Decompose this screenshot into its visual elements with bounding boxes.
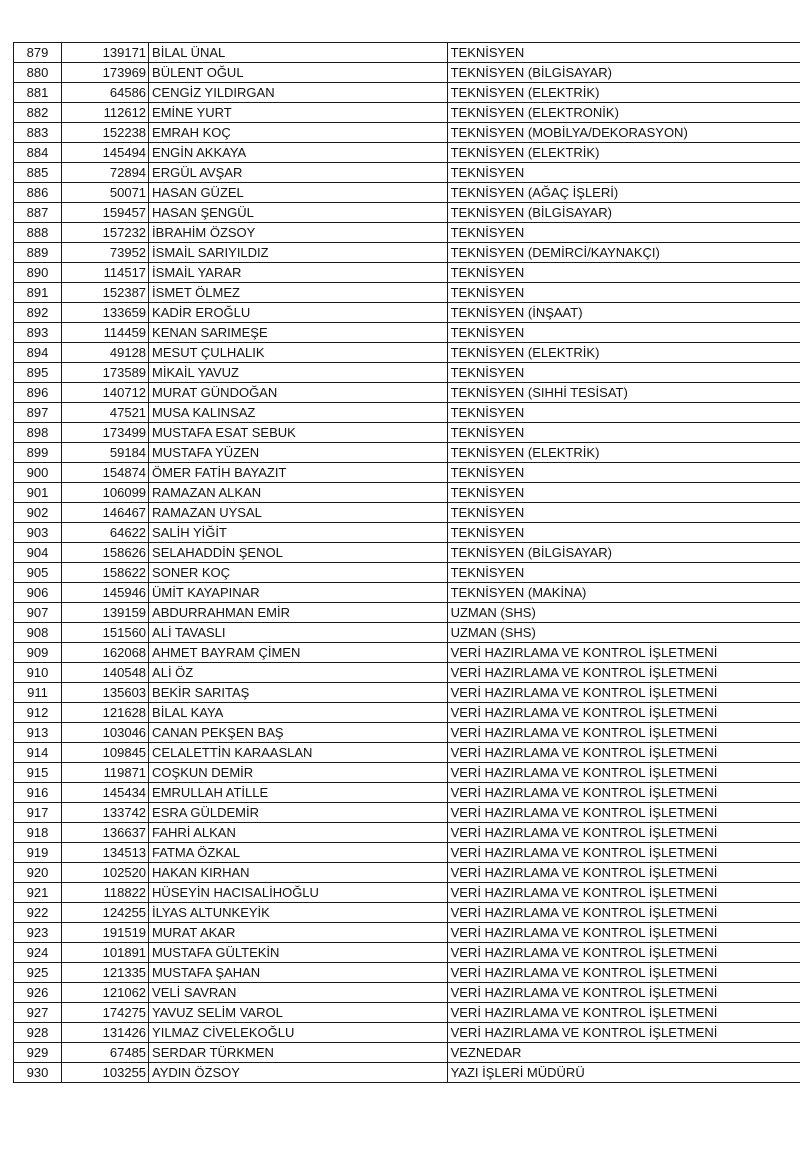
row-number-cell: 930 [14,1063,62,1083]
person-name-cell: MUSTAFA ESAT SEBUK [149,423,448,443]
registry-number-cell: 133659 [62,303,149,323]
row-number-cell: 887 [14,203,62,223]
row-number-cell: 902 [14,503,62,523]
job-title-cell: TEKNİSYEN (BİLGİSAYAR) [447,63,800,83]
table-row [14,43,800,63]
person-name-cell: YILMAZ CİVELEKOĞLU [149,1023,448,1043]
person-name-cell: VELİ SAVRAN [149,983,448,1003]
registry-number-cell: 191519 [62,923,149,943]
registry-number-cell: 73952 [62,243,149,263]
row-number-cell: 893 [14,323,62,343]
job-title-cell: TEKNİSYEN (BİLGİSAYAR) [447,203,800,223]
row-number-cell: 913 [14,723,62,743]
table-row [14,943,800,963]
person-name-cell: ÖMER FATİH BAYAZIT [149,463,448,483]
row-number-cell: 904 [14,543,62,563]
registry-number-cell: 145946 [62,583,149,603]
person-name-cell: ERGÜL AVŞAR [149,163,448,183]
job-title-cell: TEKNİSYEN [447,223,800,243]
job-title-cell: VERİ HAZIRLAMA VE KONTROL İŞLETMENİ [447,923,800,943]
row-number-cell: 899 [14,443,62,463]
table-row [14,683,800,703]
table-row [14,903,800,923]
row-number-cell: 922 [14,903,62,923]
job-title-cell: VERİ HAZIRLAMA VE KONTROL İŞLETMENİ [447,843,800,863]
table-row [14,1063,800,1083]
job-title-cell: VERİ HAZIRLAMA VE KONTROL İŞLETMENİ [447,643,800,663]
table-row [14,123,800,143]
person-name-cell: EMİNE YURT [149,103,448,123]
row-number-cell: 889 [14,243,62,263]
row-number-cell: 928 [14,1023,62,1043]
registry-number-cell: 174275 [62,1003,149,1023]
person-name-cell: RAMAZAN UYSAL [149,503,448,523]
registry-number-cell: 152387 [62,283,149,303]
registry-number-cell: 101891 [62,943,149,963]
job-title-cell: VERİ HAZIRLAMA VE KONTROL İŞLETMENİ [447,1023,800,1043]
table-row [14,283,800,303]
personnel-table [13,42,800,1083]
row-number-cell: 892 [14,303,62,323]
person-name-cell: ESRA GÜLDEMİR [149,803,448,823]
row-number-cell: 894 [14,343,62,363]
table-row [14,1023,800,1043]
job-title-cell: VERİ HAZIRLAMA VE KONTROL İŞLETMENİ [447,1003,800,1023]
table-row [14,403,800,423]
person-name-cell: AHMET BAYRAM ÇİMEN [149,643,448,663]
person-name-cell: AYDIN ÖZSOY [149,1063,448,1083]
registry-number-cell: 72894 [62,163,149,183]
job-title-cell: VERİ HAZIRLAMA VE KONTROL İŞLETMENİ [447,963,800,983]
person-name-cell: KADİR EROĞLU [149,303,448,323]
table-row [14,503,800,523]
table-row [14,463,800,483]
table-row [14,963,800,983]
job-title-cell: TEKNİSYEN (ELEKTRİK) [447,443,800,463]
job-title-cell: VERİ HAZIRLAMA VE KONTROL İŞLETMENİ [447,703,800,723]
person-name-cell: SONER KOÇ [149,563,448,583]
table-row [14,183,800,203]
registry-number-cell: 103046 [62,723,149,743]
row-number-cell: 891 [14,283,62,303]
table-row [14,583,800,603]
registry-number-cell: 124255 [62,903,149,923]
row-number-cell: 927 [14,1003,62,1023]
registry-number-cell: 112612 [62,103,149,123]
row-number-cell: 920 [14,863,62,883]
person-name-cell: SELAHADDİN ŞENOL [149,543,448,563]
job-title-cell: TEKNİSYEN [447,363,800,383]
registry-number-cell: 131426 [62,1023,149,1043]
person-name-cell: CANAN PEKŞEN BAŞ [149,723,448,743]
job-title-cell: VERİ HAZIRLAMA VE KONTROL İŞLETMENİ [447,783,800,803]
person-name-cell: SERDAR TÜRKMEN [149,1043,448,1063]
registry-number-cell: 145494 [62,143,149,163]
job-title-cell: TEKNİSYEN (BİLGİSAYAR) [447,543,800,563]
person-name-cell: MUSA KALINSAZ [149,403,448,423]
row-number-cell: 924 [14,943,62,963]
person-name-cell: BÜLENT OĞUL [149,63,448,83]
row-number-cell: 901 [14,483,62,503]
job-title-cell: UZMAN (SHS) [447,623,800,643]
table-row [14,383,800,403]
job-title-cell: TEKNİSYEN (ELEKTRONİK) [447,103,800,123]
person-name-cell: HÜSEYİN HACISALİHOĞLU [149,883,448,903]
person-name-cell: HASAN GÜZEL [149,183,448,203]
job-title-cell: VERİ HAZIRLAMA VE KONTROL İŞLETMENİ [447,863,800,883]
table-row [14,483,800,503]
row-number-cell: 915 [14,763,62,783]
person-name-cell: MUSTAFA ŞAHAN [149,963,448,983]
row-number-cell: 881 [14,83,62,103]
person-name-cell: EMRAH KOÇ [149,123,448,143]
job-title-cell: TEKNİSYEN (ELEKTRİK) [447,83,800,103]
job-title-cell: TEKNİSYEN (SIHHİ TESİSAT) [447,383,800,403]
person-name-cell: MUSTAFA YÜZEN [149,443,448,463]
job-title-cell: TEKNİSYEN [447,503,800,523]
registry-number-cell: 159457 [62,203,149,223]
table-row [14,543,800,563]
table-row [14,103,800,123]
registry-number-cell: 173499 [62,423,149,443]
job-title-cell: TEKNİSYEN [447,483,800,503]
job-title-cell: VERİ HAZIRLAMA VE KONTROL İŞLETMENİ [447,763,800,783]
registry-number-cell: 114459 [62,323,149,343]
table-row [14,343,800,363]
person-name-cell: MUSTAFA GÜLTEKİN [149,943,448,963]
job-title-cell: TEKNİSYEN [447,423,800,443]
person-name-cell: İLYAS ALTUNKEYİK [149,903,448,923]
table-row [14,63,800,83]
table-row [14,363,800,383]
registry-number-cell: 118822 [62,883,149,903]
row-number-cell: 882 [14,103,62,123]
table-row [14,423,800,443]
registry-number-cell: 106099 [62,483,149,503]
row-number-cell: 912 [14,703,62,723]
person-name-cell: SALİH YİĞİT [149,523,448,543]
table-row [14,643,800,663]
job-title-cell: TEKNİSYEN [447,163,800,183]
table-row [14,1043,800,1063]
table-row [14,663,800,683]
row-number-cell: 914 [14,743,62,763]
person-name-cell: COŞKUN DEMİR [149,763,448,783]
registry-number-cell: 154874 [62,463,149,483]
person-name-cell: YAVUZ SELİM VAROL [149,1003,448,1023]
row-number-cell: 919 [14,843,62,863]
person-name-cell: CENGİZ YILDIRGAN [149,83,448,103]
registry-number-cell: 134513 [62,843,149,863]
job-title-cell: VERİ HAZIRLAMA VE KONTROL İŞLETMENİ [447,903,800,923]
row-number-cell: 907 [14,603,62,623]
person-name-cell: İSMET ÖLMEZ [149,283,448,303]
registry-number-cell: 146467 [62,503,149,523]
registry-number-cell: 109845 [62,743,149,763]
job-title-cell: VERİ HAZIRLAMA VE KONTROL İŞLETMENİ [447,803,800,823]
registry-number-cell: 133742 [62,803,149,823]
row-number-cell: 880 [14,63,62,83]
job-title-cell: VERİ HAZIRLAMA VE KONTROL İŞLETMENİ [447,983,800,1003]
table-row [14,163,800,183]
person-name-cell: ABDURRAHMAN EMİR [149,603,448,623]
row-number-cell: 883 [14,123,62,143]
registry-number-cell: 121062 [62,983,149,1003]
person-name-cell: HASAN ŞENGÜL [149,203,448,223]
table-row [14,823,800,843]
person-name-cell: MURAT AKAR [149,923,448,943]
table-row [14,563,800,583]
job-title-cell: TEKNİSYEN (ELEKTRİK) [447,343,800,363]
table-row [14,443,800,463]
person-name-cell: İSMAİL SARIYILDIZ [149,243,448,263]
registry-number-cell: 140712 [62,383,149,403]
job-title-cell: TEKNİSYEN (ELEKTRİK) [447,143,800,163]
person-name-cell: MURAT GÜNDOĞAN [149,383,448,403]
job-title-cell: VERİ HAZIRLAMA VE KONTROL İŞLETMENİ [447,663,800,683]
row-number-cell: 909 [14,643,62,663]
table-row [14,143,800,163]
job-title-cell: TEKNİSYEN (AĞAÇ İŞLERİ) [447,183,800,203]
table-row [14,863,800,883]
registry-number-cell: 135603 [62,683,149,703]
table-row [14,703,800,723]
person-name-cell: EMRULLAH ATİLLE [149,783,448,803]
row-number-cell: 918 [14,823,62,843]
table-row [14,223,800,243]
registry-number-cell: 136637 [62,823,149,843]
job-title-cell: TEKNİSYEN [447,323,800,343]
job-title-cell: VEZNEDAR [447,1043,800,1063]
table-row [14,203,800,223]
row-number-cell: 896 [14,383,62,403]
job-title-cell: TEKNİSYEN [447,283,800,303]
registry-number-cell: 114517 [62,263,149,283]
row-number-cell: 923 [14,923,62,943]
registry-number-cell: 50071 [62,183,149,203]
registry-number-cell: 49128 [62,343,149,363]
registry-number-cell: 139171 [62,43,149,63]
table-row [14,723,800,743]
job-title-cell: VERİ HAZIRLAMA VE KONTROL İŞLETMENİ [447,683,800,703]
registry-number-cell: 139159 [62,603,149,623]
job-title-cell: TEKNİSYEN (MAKİNA) [447,583,800,603]
registry-number-cell: 162068 [62,643,149,663]
person-name-cell: CELALETTİN KARAASLAN [149,743,448,763]
personnel-table-body [14,43,800,1083]
person-name-cell: MESUT ÇULHALIK [149,343,448,363]
person-name-cell: RAMAZAN ALKAN [149,483,448,503]
registry-number-cell: 173589 [62,363,149,383]
row-number-cell: 911 [14,683,62,703]
job-title-cell: VERİ HAZIRLAMA VE KONTROL İŞLETMENİ [447,723,800,743]
registry-number-cell: 158622 [62,563,149,583]
person-name-cell: ALİ ÖZ [149,663,448,683]
row-number-cell: 884 [14,143,62,163]
registry-number-cell: 145434 [62,783,149,803]
registry-number-cell: 64622 [62,523,149,543]
registry-number-cell: 151560 [62,623,149,643]
registry-number-cell: 47521 [62,403,149,423]
job-title-cell: VERİ HAZIRLAMA VE KONTROL İŞLETMENİ [447,943,800,963]
person-name-cell: BİLAL ÜNAL [149,43,448,63]
table-row [14,803,800,823]
registry-number-cell: 157232 [62,223,149,243]
job-title-cell: TEKNİSYEN [447,403,800,423]
person-name-cell: BEKİR SARITAŞ [149,683,448,703]
registry-number-cell: 102520 [62,863,149,883]
job-title-cell: TEKNİSYEN [447,463,800,483]
job-title-cell: YAZI İŞLERİ MÜDÜRÜ [447,1063,800,1083]
job-title-cell: TEKNİSYEN (MOBİLYA/DEKORASYON) [447,123,800,143]
table-row [14,1003,800,1023]
row-number-cell: 886 [14,183,62,203]
row-number-cell: 906 [14,583,62,603]
job-title-cell: TEKNİSYEN [447,563,800,583]
person-name-cell: ÜMİT KAYAPINAR [149,583,448,603]
person-name-cell: ALİ TAVASLI [149,623,448,643]
registry-number-cell: 64586 [62,83,149,103]
person-name-cell: İBRAHİM ÖZSOY [149,223,448,243]
row-number-cell: 900 [14,463,62,483]
registry-number-cell: 140548 [62,663,149,683]
table-row [14,623,800,643]
person-name-cell: FAHRİ ALKAN [149,823,448,843]
table-row [14,743,800,763]
job-title-cell: TEKNİSYEN (İNŞAAT) [447,303,800,323]
row-number-cell: 929 [14,1043,62,1063]
table-row [14,843,800,863]
person-name-cell: ENGİN AKKAYA [149,143,448,163]
table-row [14,83,800,103]
table-row [14,303,800,323]
row-number-cell: 926 [14,983,62,1003]
job-title-cell: VERİ HAZIRLAMA VE KONTROL İŞLETMENİ [447,883,800,903]
job-title-cell: VERİ HAZIRLAMA VE KONTROL İŞLETMENİ [447,743,800,763]
row-number-cell: 905 [14,563,62,583]
row-number-cell: 898 [14,423,62,443]
table-row [14,263,800,283]
table-row [14,523,800,543]
row-number-cell: 916 [14,783,62,803]
row-number-cell: 921 [14,883,62,903]
person-name-cell: MİKAİL YAVUZ [149,363,448,383]
registry-number-cell: 67485 [62,1043,149,1063]
registry-number-cell: 119871 [62,763,149,783]
job-title-cell: UZMAN (SHS) [447,603,800,623]
row-number-cell: 895 [14,363,62,383]
row-number-cell: 917 [14,803,62,823]
registry-number-cell: 152238 [62,123,149,143]
registry-number-cell: 121628 [62,703,149,723]
row-number-cell: 903 [14,523,62,543]
table-row [14,883,800,903]
person-name-cell: FATMA ÖZKAL [149,843,448,863]
table-row [14,923,800,943]
person-name-cell: BİLAL KAYA [149,703,448,723]
table-row [14,763,800,783]
row-number-cell: 888 [14,223,62,243]
row-number-cell: 908 [14,623,62,643]
registry-number-cell: 59184 [62,443,149,463]
registry-number-cell: 121335 [62,963,149,983]
row-number-cell: 925 [14,963,62,983]
job-title-cell: TEKNİSYEN (DEMİRCİ/KAYNAKÇI) [447,243,800,263]
job-title-cell: TEKNİSYEN [447,263,800,283]
registry-number-cell: 158626 [62,543,149,563]
table-row [14,983,800,1003]
table-row [14,243,800,263]
job-title-cell: VERİ HAZIRLAMA VE KONTROL İŞLETMENİ [447,823,800,843]
job-title-cell: TEKNİSYEN [447,523,800,543]
table-row [14,783,800,803]
table-row [14,603,800,623]
person-name-cell: İSMAİL YARAR [149,263,448,283]
row-number-cell: 885 [14,163,62,183]
person-name-cell: HAKAN KIRHAN [149,863,448,883]
job-title-cell: TEKNİSYEN [447,43,800,63]
table-row [14,323,800,343]
registry-number-cell: 173969 [62,63,149,83]
person-name-cell: KENAN SARIMEŞE [149,323,448,343]
row-number-cell: 890 [14,263,62,283]
row-number-cell: 897 [14,403,62,423]
row-number-cell: 910 [14,663,62,683]
row-number-cell: 879 [14,43,62,63]
registry-number-cell: 103255 [62,1063,149,1083]
